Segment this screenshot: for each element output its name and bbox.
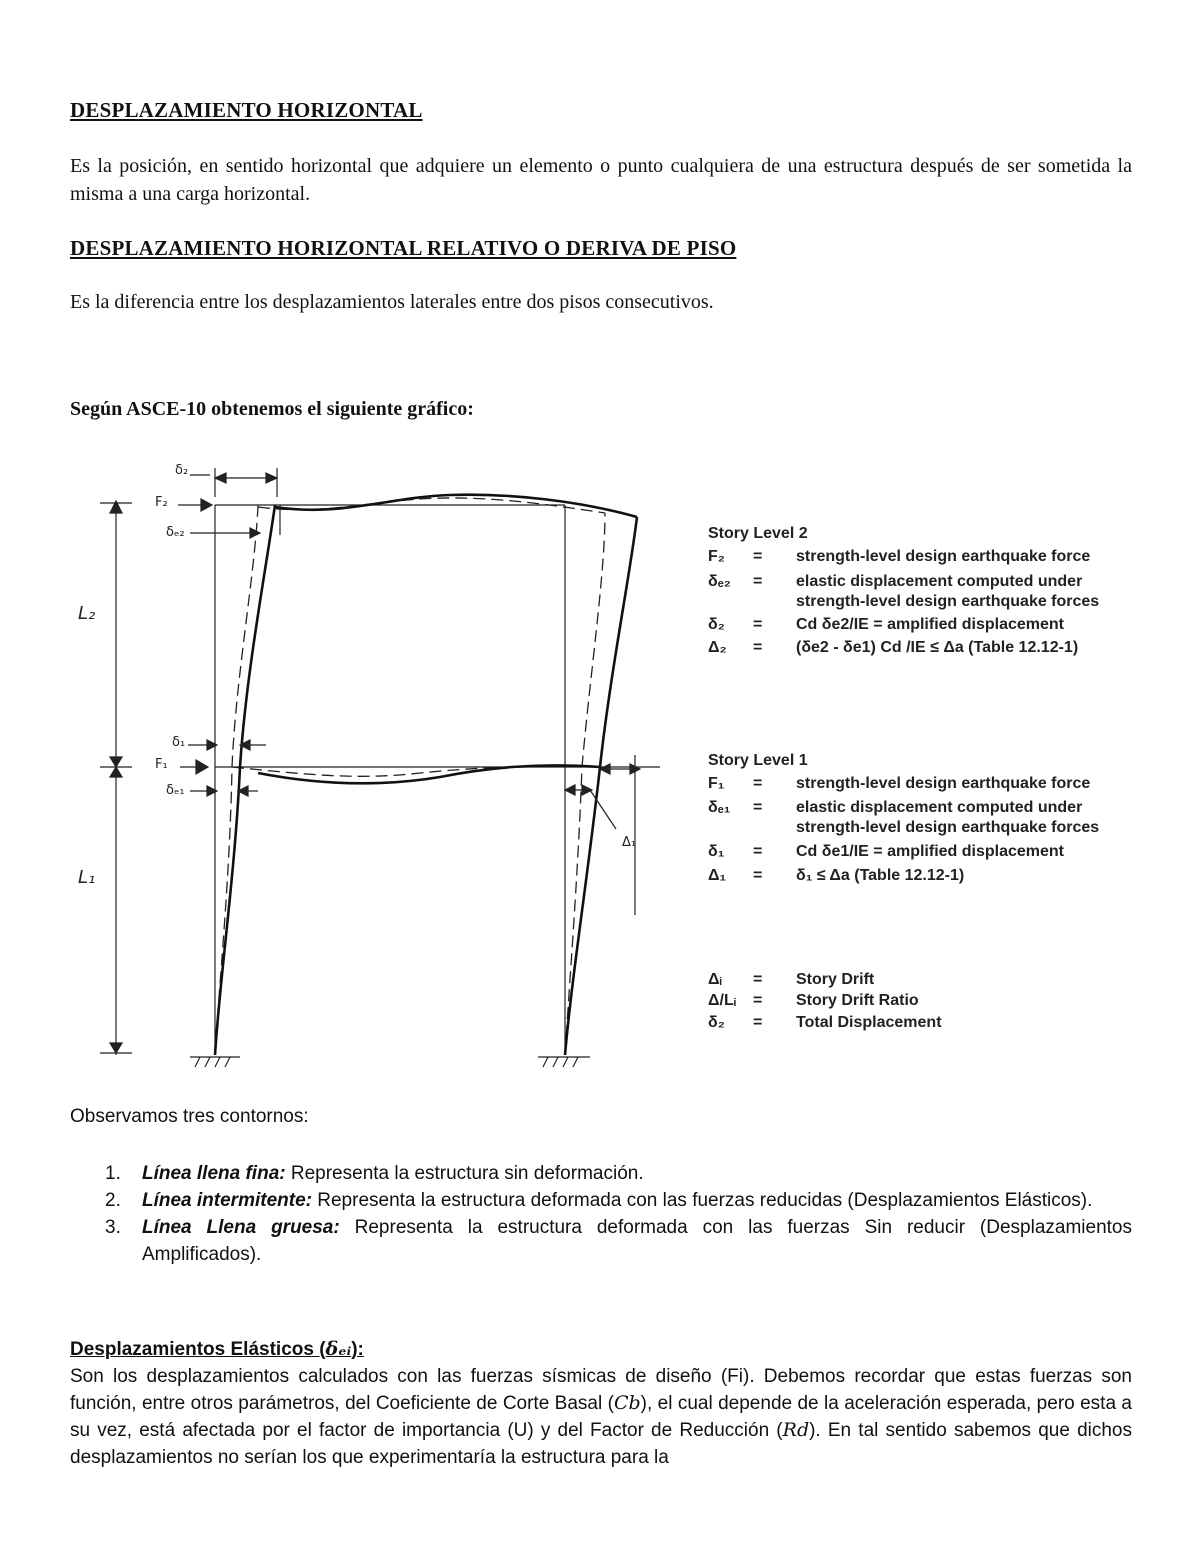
- list-item: [70, 1187, 1132, 1214]
- story2-text: strength-level design earthquake forces: [796, 593, 1100, 610]
- list-item: [70, 1160, 1132, 1187]
- story1-text: Cd δe1/IE = amplified displacement: [796, 843, 1065, 860]
- story1-eq: =: [753, 843, 763, 860]
- story1-eq: =: [753, 775, 763, 792]
- list-item-label: Línea Llena gruesa:: [142, 1217, 340, 1238]
- story1-title: Story Level 1: [708, 752, 808, 769]
- story1-sym: F₁: [708, 775, 725, 792]
- observations-intro: Observamos tres contornos:: [70, 1106, 309, 1127]
- elastic-text-1: Son los desplazamientos calculados con las fuerzas sísmicas de diseño (Fi). Debemos recordar que estas fuerzas son función, entre otros parámetros, del Coeficiente de Corte Basal (: [70, 1366, 1132, 1414]
- label-delta2: δ₂: [175, 463, 189, 478]
- label-L2: L₂: [78, 603, 96, 624]
- list-item-label: Línea intermitente:: [142, 1190, 312, 1211]
- delta2-dimension: [178, 468, 277, 538]
- section-title-desplazamiento-horizontal: DESPLAZAMIENTO HORIZONTAL: [70, 98, 423, 122]
- story2-sym: δₑ₂: [708, 573, 731, 590]
- story2-text: elastic displacement computed under: [796, 573, 1083, 590]
- list-item-text: Representa la estructura deformada con las fuerzas Sin reducir (Desplazamientos Amplificados).: [142, 1217, 1132, 1265]
- list-item-number: 3.: [105, 1217, 121, 1238]
- symbol-cb: Cb: [613, 1392, 641, 1414]
- label-delta1: δ₁: [172, 735, 186, 750]
- asce-intro-line: Según ASCE-10 obtenemos el siguiente gráfico:: [70, 398, 474, 420]
- summary-eq: =: [753, 992, 763, 1009]
- story1-text: strength-level design earthquake forces: [796, 819, 1100, 836]
- summary-eq: =: [753, 971, 763, 988]
- elastic-heading-text: Desplazamientos Elásticos (: [70, 1339, 326, 1360]
- story1-eq: =: [753, 867, 763, 884]
- story2-eq: =: [753, 548, 763, 565]
- summary-sym: Δ/Lᵢ: [708, 992, 736, 1009]
- summary-eq: =: [753, 1014, 763, 1031]
- story2-text: (δe2 - δe1) Cd /IE ≤ Δa (Table 12.12-1): [796, 639, 1079, 656]
- definition-paragraph-2: Es la diferencia entre los desplazamientos laterales entre dos pisos consecutivos.: [70, 291, 714, 313]
- label-F1: F₁: [155, 757, 168, 772]
- list-item-number: 2.: [105, 1190, 121, 1211]
- story2-eq: =: [753, 616, 763, 633]
- list-item-label: Línea llena fina:: [142, 1163, 286, 1184]
- story1-sym: δ₁: [708, 843, 725, 860]
- story2-sym: Δ₂: [708, 639, 727, 656]
- label-delta-e2: δₑ₂: [166, 525, 185, 540]
- section-title-deriva-de-piso: DESPLAZAMIENTO HORIZONTAL RELATIVO O DERIVA DE PISO: [70, 236, 737, 260]
- elastic-heading-symbol: δₑᵢ: [325, 1338, 352, 1360]
- list-item-text: Representa la estructura sin deformación.: [285, 1163, 644, 1184]
- story2-title: Story Level 2: [708, 525, 808, 542]
- label-F2: F₂: [155, 495, 168, 510]
- story2-eq: =: [753, 639, 763, 656]
- summary-text: Total Displacement: [796, 1014, 942, 1031]
- summary-sym: δ₂: [708, 1014, 725, 1031]
- elastic-heading: [70, 1336, 364, 1363]
- story1-text: elastic displacement computed under: [796, 799, 1083, 816]
- story1-eq: =: [753, 799, 763, 816]
- summary-sym: Δᵢ: [708, 971, 722, 988]
- story1-text: strength-level design earthquake force: [796, 775, 1091, 792]
- story2-eq: =: [753, 573, 763, 590]
- elastic-text-3: ). En tal sentido sabemos que dichos desplazamientos no serían los que experimentaría la estructura para la: [70, 1420, 1133, 1468]
- story2-text: strength-level design earthquake force: [796, 548, 1091, 565]
- elastic-text-2: ), el cual depende de la aceleración esperada, pero esta a su vez, está afectada por el factor de importancia (U) y del Factor de Reducción (: [70, 1393, 1132, 1441]
- story1-sym: Δ₁: [708, 867, 727, 884]
- undeformed-frame: [215, 505, 660, 1055]
- list-item: [70, 1214, 1132, 1268]
- definition-paragraph-1: Es la posición, en sentido horizontal que adquiere un elemento o punto cualquiera de una estructura después de ser sometida la misma a una carga horizontal.: [70, 155, 1132, 205]
- elastic-paragraph: [70, 1363, 1132, 1471]
- height-dimensions: [100, 501, 132, 1055]
- story2-text: Cd δe2/IE = amplified displacement: [796, 616, 1065, 633]
- summary-text: Story Drift: [796, 971, 875, 988]
- elastic-heading-end: ):: [351, 1339, 364, 1360]
- ground-supports: [190, 1057, 590, 1067]
- label-L1: L₁: [78, 867, 96, 888]
- story2-sym: F₂: [708, 548, 725, 565]
- symbol-rd: Rd: [782, 1419, 810, 1441]
- label-Delta1: Δ₁: [622, 835, 637, 850]
- contour-list: [70, 1160, 1132, 1268]
- story1-text: δ₁ ≤ Δa (Table 12.12-1): [796, 867, 965, 884]
- story-drift-figure: [60, 455, 1160, 1075]
- label-delta-e1: δₑ₁: [166, 783, 185, 798]
- story1-sym: δₑ₁: [708, 799, 731, 816]
- amplified-deformed-frame: [215, 495, 637, 1055]
- story2-sym: δ₂: [708, 616, 725, 633]
- list-item-number: 1.: [105, 1163, 121, 1184]
- summary-text: Story Drift Ratio: [796, 992, 919, 1009]
- list-item-text: Representa la estructura deformada con las fuerzas reducidas (Desplazamientos Elásticos).: [311, 1190, 1093, 1211]
